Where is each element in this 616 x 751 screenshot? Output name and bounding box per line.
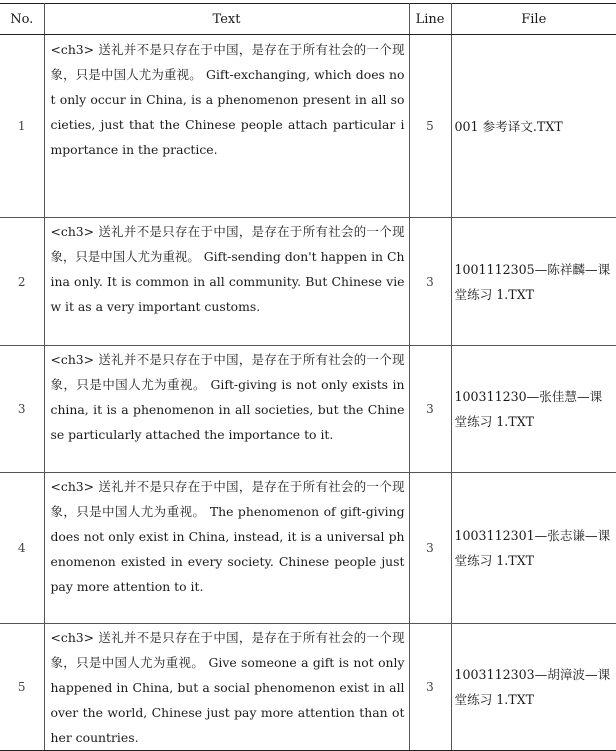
row-text: <ch3> 送礼并不是只存在于中国，是存在于所有社会的一个现象，只是中国人尤为重视。 The phenomenon of gift-giving does not only exist in China, instead, it is a universal phenomenon existed in every society. Chinese people just pay more attention to it. [44, 473, 409, 624]
row-line: 3 [409, 346, 451, 473]
row-text: <ch3> 送礼并不是只存在于中国，是存在于所有社会的一个现象，只是中国人尤为重视。 Gift-sending don't happen in China only. It is common in all community. But Chinese view it as a very important customs. [44, 218, 409, 346]
row-file: 100311230—张佳慧—课堂练习 1.TXT [451, 346, 616, 473]
row-line: 5 [409, 35, 451, 218]
row-line: 3 [409, 218, 451, 346]
header-file: File [451, 4, 616, 35]
row-number: 4 [0, 473, 44, 624]
row-number: 5 [0, 624, 44, 751]
row-text: <ch3> 送礼并不是只存在于中国，是存在于所有社会的一个现象，只是中国人尤为重视。 Give someone a gift is not only happened in China, but a social phenomenon exist in all over the world, Chinese just pay more attention than other countries. [44, 624, 409, 751]
row-file: 1003112301—张志谦—课堂练习 1.TXT [451, 473, 616, 624]
table-row [0, 346, 616, 473]
row-file: 1003112303—胡漳波—课堂练习 1.TXT [451, 624, 616, 751]
row-number: 3 [0, 346, 44, 473]
concordance-table [0, 3, 616, 751]
header-row [0, 4, 616, 35]
row-text: <ch3> 送礼并不是只存在于中国，是存在于所有社会的一个现象，只是中国人尤为重视。 Gift-giving is not only exists in china, it is a phenomenon in all societies, but the Chinese particularly attached the importance to it. [44, 346, 409, 473]
row-line: 3 [409, 624, 451, 751]
table-row [0, 35, 616, 218]
row-file: 001 参考译文.TXT [451, 35, 616, 218]
header-text: Text [44, 4, 409, 35]
table-row [0, 473, 616, 624]
row-file: 1001112305—陈祥麟—课堂练习 1.TXT [451, 218, 616, 346]
table-row [0, 218, 616, 346]
row-number: 2 [0, 218, 44, 346]
header-no: No. [0, 4, 44, 35]
row-text: <ch3> 送礼并不是只存在于中国，是存在于所有社会的一个现象，只是中国人尤为重视。 Gift-exchanging, which does not only occur in China, is a phenomenon present in all societies, just that the Chinese people attach particular importance in the practice. [44, 35, 409, 218]
row-line: 3 [409, 473, 451, 624]
row-number: 1 [0, 35, 44, 218]
table-row [0, 624, 616, 751]
header-line: Line [409, 4, 451, 35]
